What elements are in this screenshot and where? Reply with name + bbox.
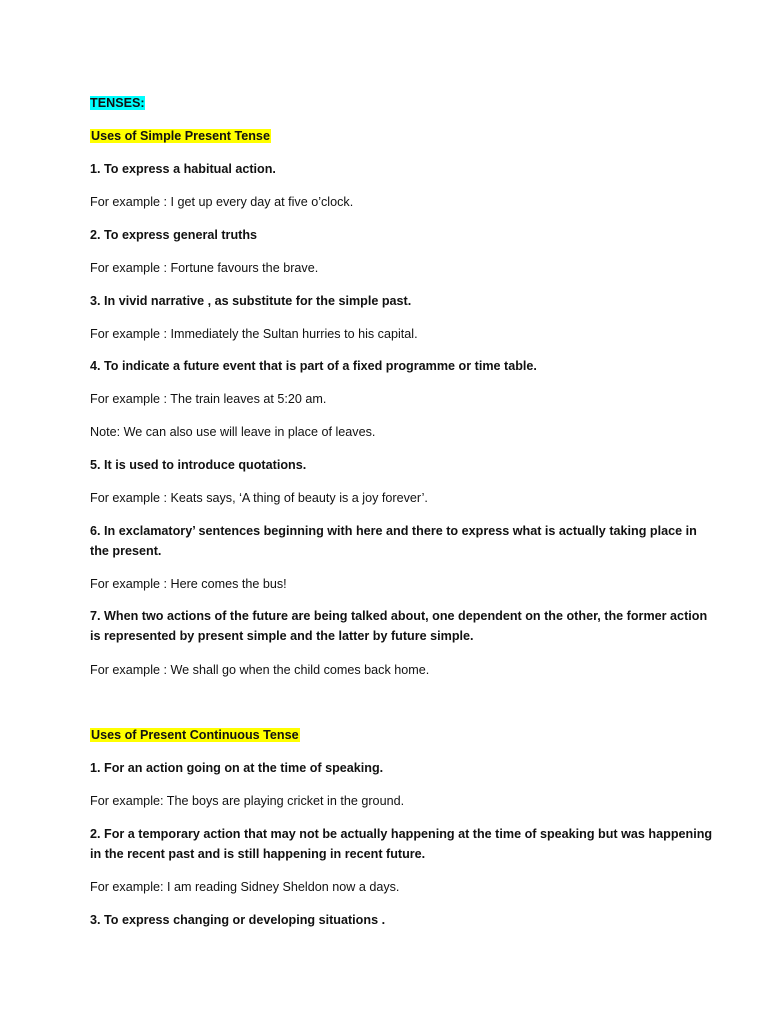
note-text: Note: We can also use will leave in place of leaves.	[90, 425, 376, 439]
section-heading-simple-present: Uses of Simple Present Tense	[91, 129, 270, 143]
document-title-line	[90, 93, 718, 113]
point-text: 2. For a temporary action that may not be actually happening at the time of speaking but was happening in the recent past and is still happening in recent future.	[90, 827, 713, 861]
example-text: For example : We shall go when the child comes back home.	[90, 663, 430, 677]
document-title: TENSES:	[90, 96, 145, 110]
example-text: For example : Keats says, ‘A thing of beauty is a joy forever’.	[90, 491, 428, 505]
point-text: 2. To express general truths	[90, 228, 258, 242]
point-text: 7. When two actions of the future are being talked about, one dependent on the other, the former action is represented by present simple and the latter by future simple.	[90, 609, 708, 643]
section-heading-line	[90, 725, 718, 745]
example-text: For example : The train leaves at 5:20 am.	[90, 392, 327, 406]
section-heading-present-continuous: Uses of Present Continuous Tense	[91, 728, 299, 742]
point-text: 4. To indicate a future event that is part of a fixed programme or time table.	[90, 359, 537, 373]
section-heading-line	[90, 126, 718, 146]
point-text: 6. In exclamatory’ sentences beginning with here and there to express what is actually taking place in the present.	[90, 524, 697, 558]
point-text: 3. In vivid narrative , as substitute for the simple past.	[90, 294, 412, 308]
point-text: 5. It is used to introduce quotations.	[90, 458, 307, 472]
example-text: For example : Immediately the Sultan hurries to his capital.	[90, 327, 418, 341]
example-text: For example: The boys are playing cricket in the ground.	[90, 794, 405, 808]
example-text: For example: I am reading Sidney Sheldon now a days.	[90, 880, 400, 894]
example-text: For example : I get up every day at five o’clock.	[90, 195, 354, 209]
example-text: For example : Fortune favours the brave.	[90, 261, 319, 275]
point-text: 1. For an action going on at the time of speaking.	[90, 761, 384, 775]
example-text: For example : Here comes the bus!	[90, 577, 287, 591]
point-text: 1. To express a habitual action.	[90, 162, 276, 176]
point-text: 3. To express changing or developing situations .	[90, 913, 386, 927]
